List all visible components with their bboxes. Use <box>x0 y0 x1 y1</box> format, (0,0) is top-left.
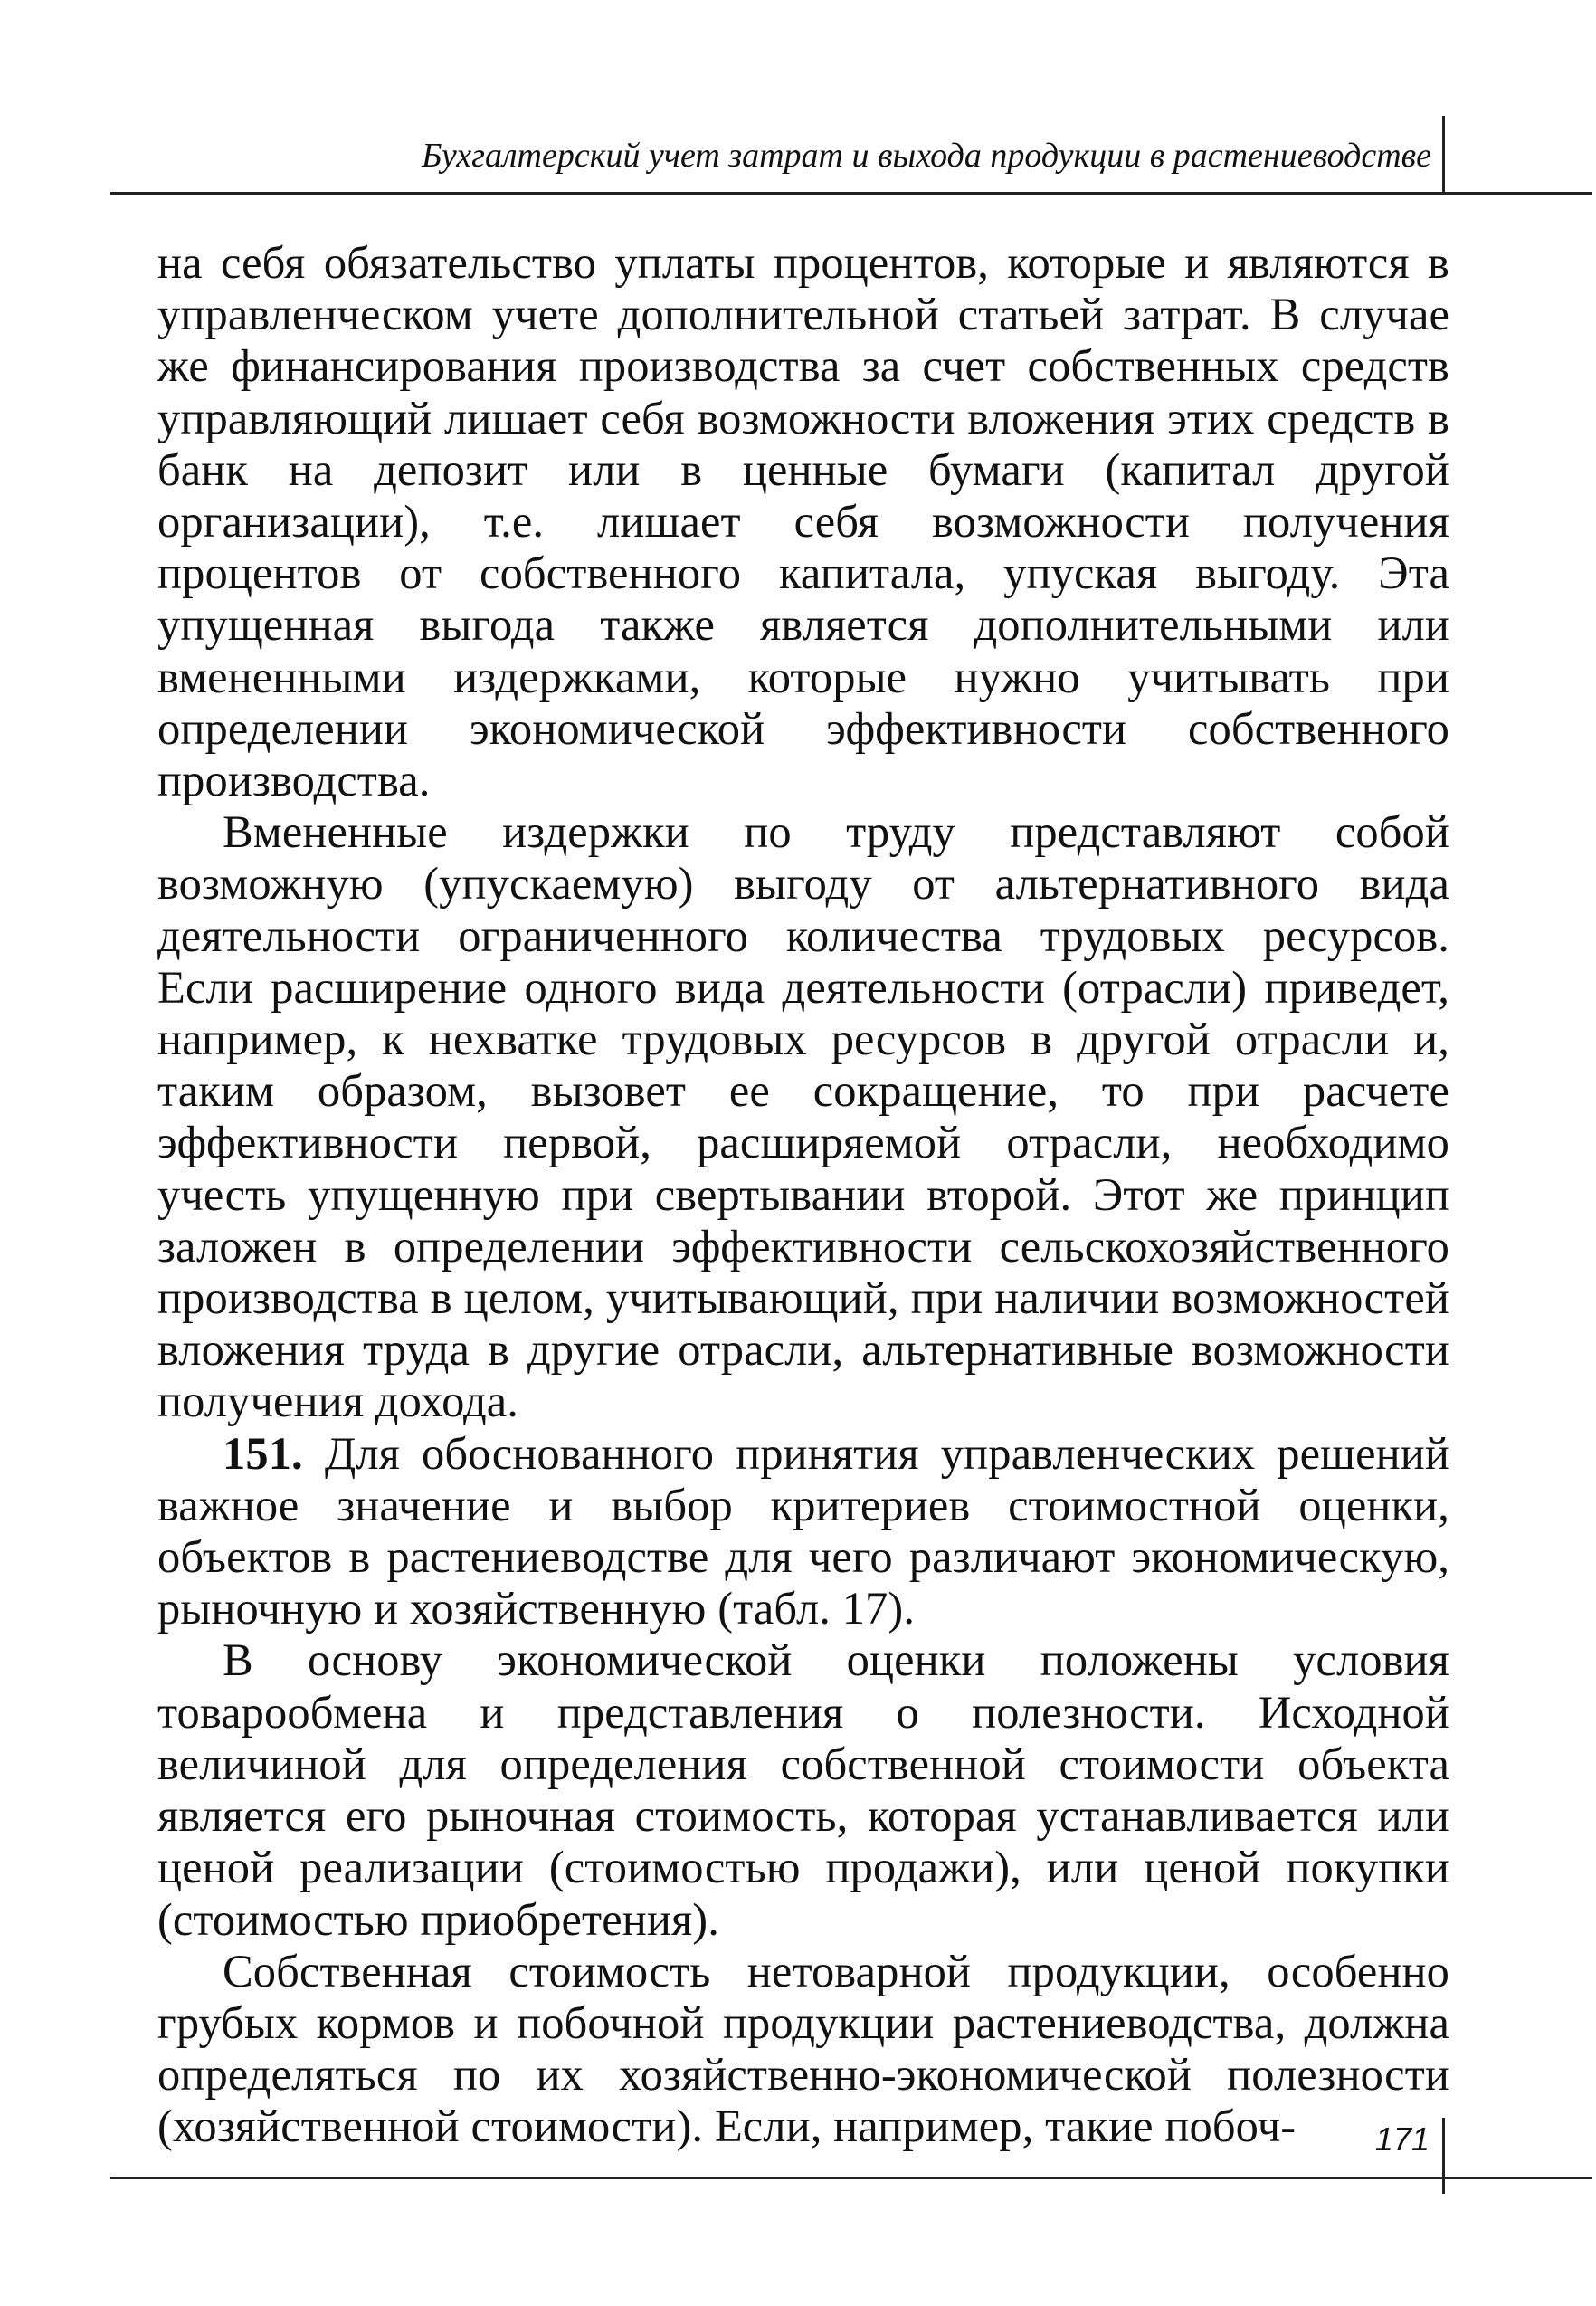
paragraph-imputed-costs <box>157 806 1449 1427</box>
footer-rule <box>110 2177 1592 2179</box>
paragraph-text: В основу экономической оценки положены условия товарообмена и представления о полезности. Исходной величиной для определения собственной стоимости объекта является его рыночная стоимость, которая устанавливается или ценой реализации (стоимостью продажи), или ценой покупки (стоимостью приобретения). <box>157 1634 1449 1945</box>
paragraph-151 <box>157 1428 1449 1635</box>
page-number: 171 <box>1374 2120 1430 2158</box>
body-text <box>157 237 1449 2153</box>
paragraph-own-cost <box>157 1946 1449 2153</box>
paragraph-number: 151. <box>223 1427 303 1479</box>
header-rule <box>110 192 1592 195</box>
paragraph-text: Собственная стоимость нетоварной продукции, особенно грубых кормов и побочной продукции растениеводства, должна определяться по их хозяйственно-экономической полезности (хозяйственной стоимости). Если, например, такие побоч- <box>157 1945 1449 2152</box>
footer-margin-tick <box>1442 2118 1445 2194</box>
paragraph-text: Вмененные издержки по труду представляют собой возможную (упускаемую) выгоду от альтернативного вида деятельности ограниченного количества трудовых ресурсов. Если расширение одного вида деятельности (отрасли) приведет, например, к нехватке трудовых ресурсов в другой отрасли и, таким образом, вызовет ее сокращение, то при расчете эффективности первой, расширяемой отрасли, необходимо учесть упущенную при свертывании второй. Этот же принцип заложен в определении эффективности сельскохозяйственного производства в целом, учитывающий, при наличии возможностей вложения труда в другие отрасли, альтернативные возможности получения дохода. <box>157 806 1449 1427</box>
running-head-title: Бухгалтерский учет затрат и выхода продукции в растениеводстве <box>421 137 1431 175</box>
header-margin-tick <box>1442 116 1445 195</box>
paragraph-economic-valuation <box>157 1634 1449 1945</box>
paragraph-continuation <box>157 237 1449 806</box>
paragraph-text: на себя обязательство уплаты процентов, которые и являются в управленческом учете дополнительной статьей затрат. В случае же финансирования производства за счет собственных средств управляющий лишает себя возможности вложения этих средств в банк на депозит или в ценные бумаги (капитал другой организации), т.е. лишает себя возможности получения процентов от собственного капитала, упуская выгоду. Эта упущенная выгода также является дополнительными или вмененными издержками, которые нужно учитывать при определении экономической эффективности собственного производства. <box>157 237 1449 806</box>
paragraph-text: Для обоснованного принятия управленческих решений важное значение и выбор критериев стоимостной оценки, объектов в растениеводстве для чего различают экономическую, рыночную и хозяйственную (табл. 17). <box>157 1427 1449 1634</box>
